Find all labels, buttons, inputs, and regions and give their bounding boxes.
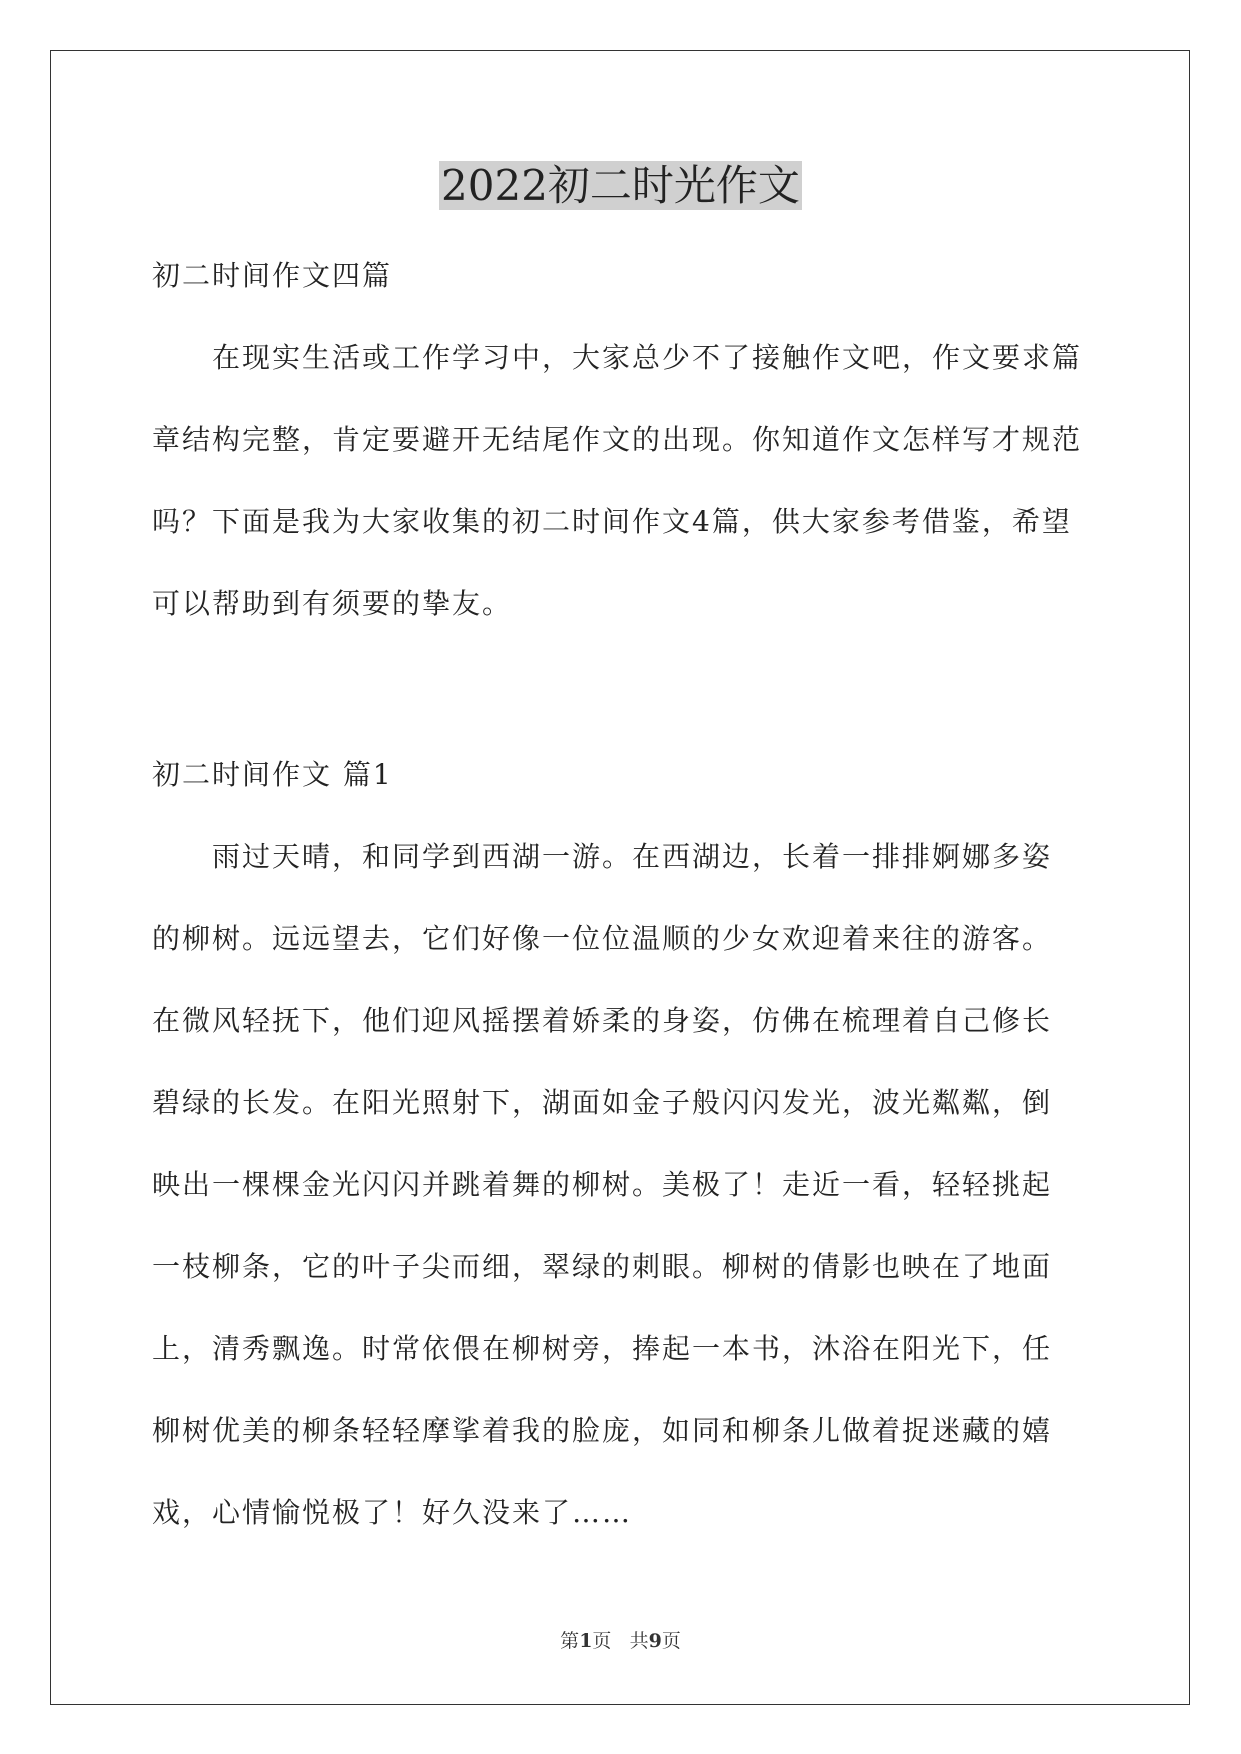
- body-line: 在微风轻抚下，他们迎风摇摆着娇柔的身姿，仿佛在梳理着自己修长: [152, 1004, 1053, 1037]
- section-body: [152, 816, 1097, 1554]
- document-title-text: 2022初二时光作文: [441, 161, 800, 210]
- footer-total-pages: 9: [648, 1630, 662, 1652]
- intro-paragraph: 在现实生活或工作学习中，大家总少不了接触作文吧，作文要求篇章结构完整，肯定要避开无结尾作文的出现。你知道作文怎样写才规范吗？下面是我为大家收集的初二时间作文4篇，供大家参考借鉴，希望可以帮助到有须要的挚友。: [152, 341, 1083, 620]
- body-line: 雨过天晴，和同学到西湖一游。在西湖边，长着一排排婀娜多姿: [212, 840, 1053, 873]
- footer-prefix: 第: [560, 1630, 580, 1652]
- body-line: 碧绿的长发。在阳光照射下，湖面如金子般闪闪发光，波光粼粼，倒: [152, 1086, 1053, 1119]
- section-heading: 初二时间作文 篇1: [152, 758, 393, 791]
- footer-page-number: 1: [579, 1630, 593, 1652]
- footer-total-prefix: 共: [629, 1630, 649, 1652]
- body-line: 柳树优美的柳条轻轻摩挲着我的脸庞，如同和柳条儿做着捉迷藏的嬉: [152, 1414, 1053, 1447]
- body-line: 戏，心情愉悦极了！好久没来了……: [152, 1496, 633, 1529]
- footer-total-suffix: 页: [661, 1630, 681, 1652]
- page-footer: [0, 1627, 1241, 1655]
- body-line: 一枝柳条，它的叶子尖而细，翠绿的刺眼。柳树的倩影也映在了地面: [152, 1250, 1053, 1283]
- body-line: 的柳树。远远望去，它们好像一位位温顺的少女欢迎着来往的游客。: [152, 922, 1053, 955]
- body-line: 映出一棵棵金光闪闪并跳着舞的柳树。美极了！走近一看，轻轻挑起: [152, 1168, 1053, 1201]
- footer-page-suffix: 页: [592, 1630, 612, 1652]
- document-subtitle: 初二时间作文四篇: [152, 259, 393, 292]
- body-line: 上，清秀飘逸。时常依偎在柳树旁，捧起一本书，沐浴在阳光下，任: [152, 1332, 1053, 1365]
- document-title: [0, 156, 1241, 216]
